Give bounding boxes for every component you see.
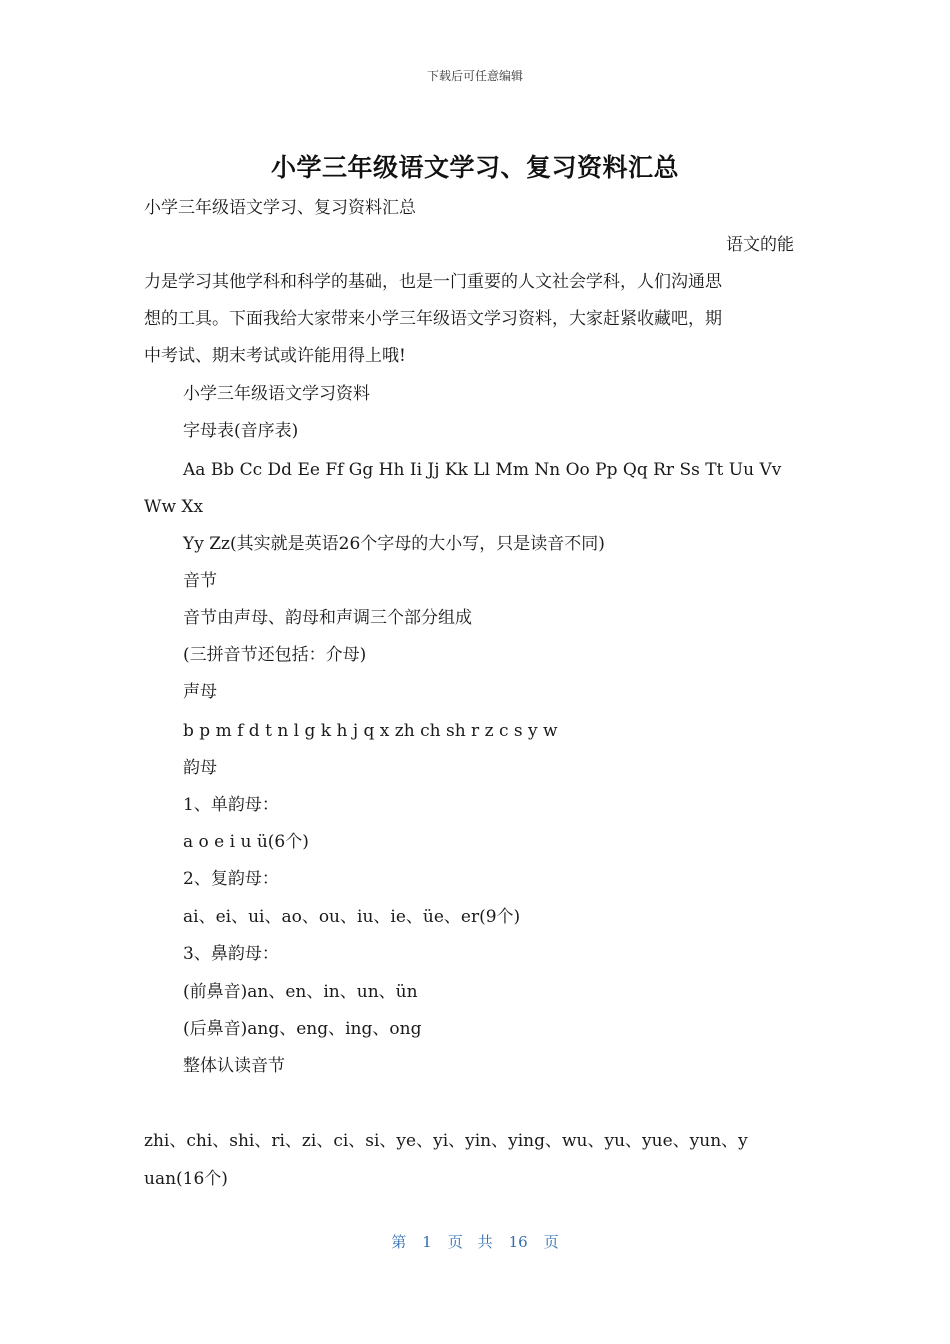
syllables-line: uan(16个) (144, 1169, 228, 1189)
paragraph-line: 力是学习其他学科和科学的基础，也是一门重要的人文社会学科，人们沟通思 (144, 272, 722, 292)
section-heading: 韵母 (183, 758, 217, 778)
document-title: 小学三年级语文学习、复习资料汇总 (270, 153, 679, 182)
alphabet-line: Yy Zz(其实就是英语26个字母的大小写，只是读音不同) (183, 534, 605, 554)
list-item: (后鼻音)ang、eng、ing、ong (183, 1019, 422, 1039)
paragraph-line: 中考试、期末考试或许能用得上哦! (144, 346, 406, 366)
syllables-line: zhi、chi、shi、ri、zi、ci、si、ye、yi、yin、ying、wu、yu、yue、yun、y (144, 1131, 748, 1151)
initials-line: b p m f d t n l g k h j q x zh ch sh r z c s y w (183, 721, 558, 741)
list-item: (前鼻音)an、en、in、un、ün (183, 982, 418, 1002)
header-note: 下载后可任意编辑 (426, 69, 523, 83)
footer-mid: 页 共 (447, 1233, 493, 1251)
alphabet-line: Aa Bb Cc Dd Ee Ff Gg Hh Ii Jj Kk Ll Mm Nn Oo Pp Qq Rr Ss Tt Uu Vv (183, 460, 782, 480)
footer-suffix: 页 (543, 1233, 559, 1251)
section-heading: 整体认读音节 (183, 1056, 285, 1076)
current-page-number: 1 (422, 1233, 432, 1251)
footer-prefix: 第 (391, 1233, 407, 1251)
section-heading: 小学三年级语文学习资料 (183, 384, 370, 404)
alphabet-line: Ww Xx (144, 497, 204, 517)
section-heading: 声母 (183, 682, 217, 702)
total-page-number: 16 (508, 1233, 528, 1251)
page-footer (0, 1231, 950, 1252)
paragraph-line: 想的工具。下面我给大家带来小学三年级语文学习资料，大家赶紧收藏吧，期 (144, 309, 722, 329)
list-item: ai、ei、ui、ao、ou、iu、ie、üe、er(9个) (183, 907, 521, 927)
list-heading: 2、复韵母： (183, 869, 279, 889)
subtitle-line: 小学三年级语文学习、复习资料汇总 (144, 198, 416, 218)
paragraph-line: (三拼音节还包括：介母) (183, 645, 367, 665)
section-heading: 音节 (183, 571, 217, 591)
paragraph-line: 语文的能 (726, 235, 794, 255)
paragraph-line: 音节由声母、韵母和声调三个部分组成 (183, 608, 472, 628)
section-heading: 字母表(音序表) (183, 421, 299, 441)
list-heading: 1、单韵母： (183, 795, 279, 815)
list-heading: 3、鼻韵母： (183, 944, 279, 964)
list-item: a o e i u ü(6个) (183, 832, 309, 852)
